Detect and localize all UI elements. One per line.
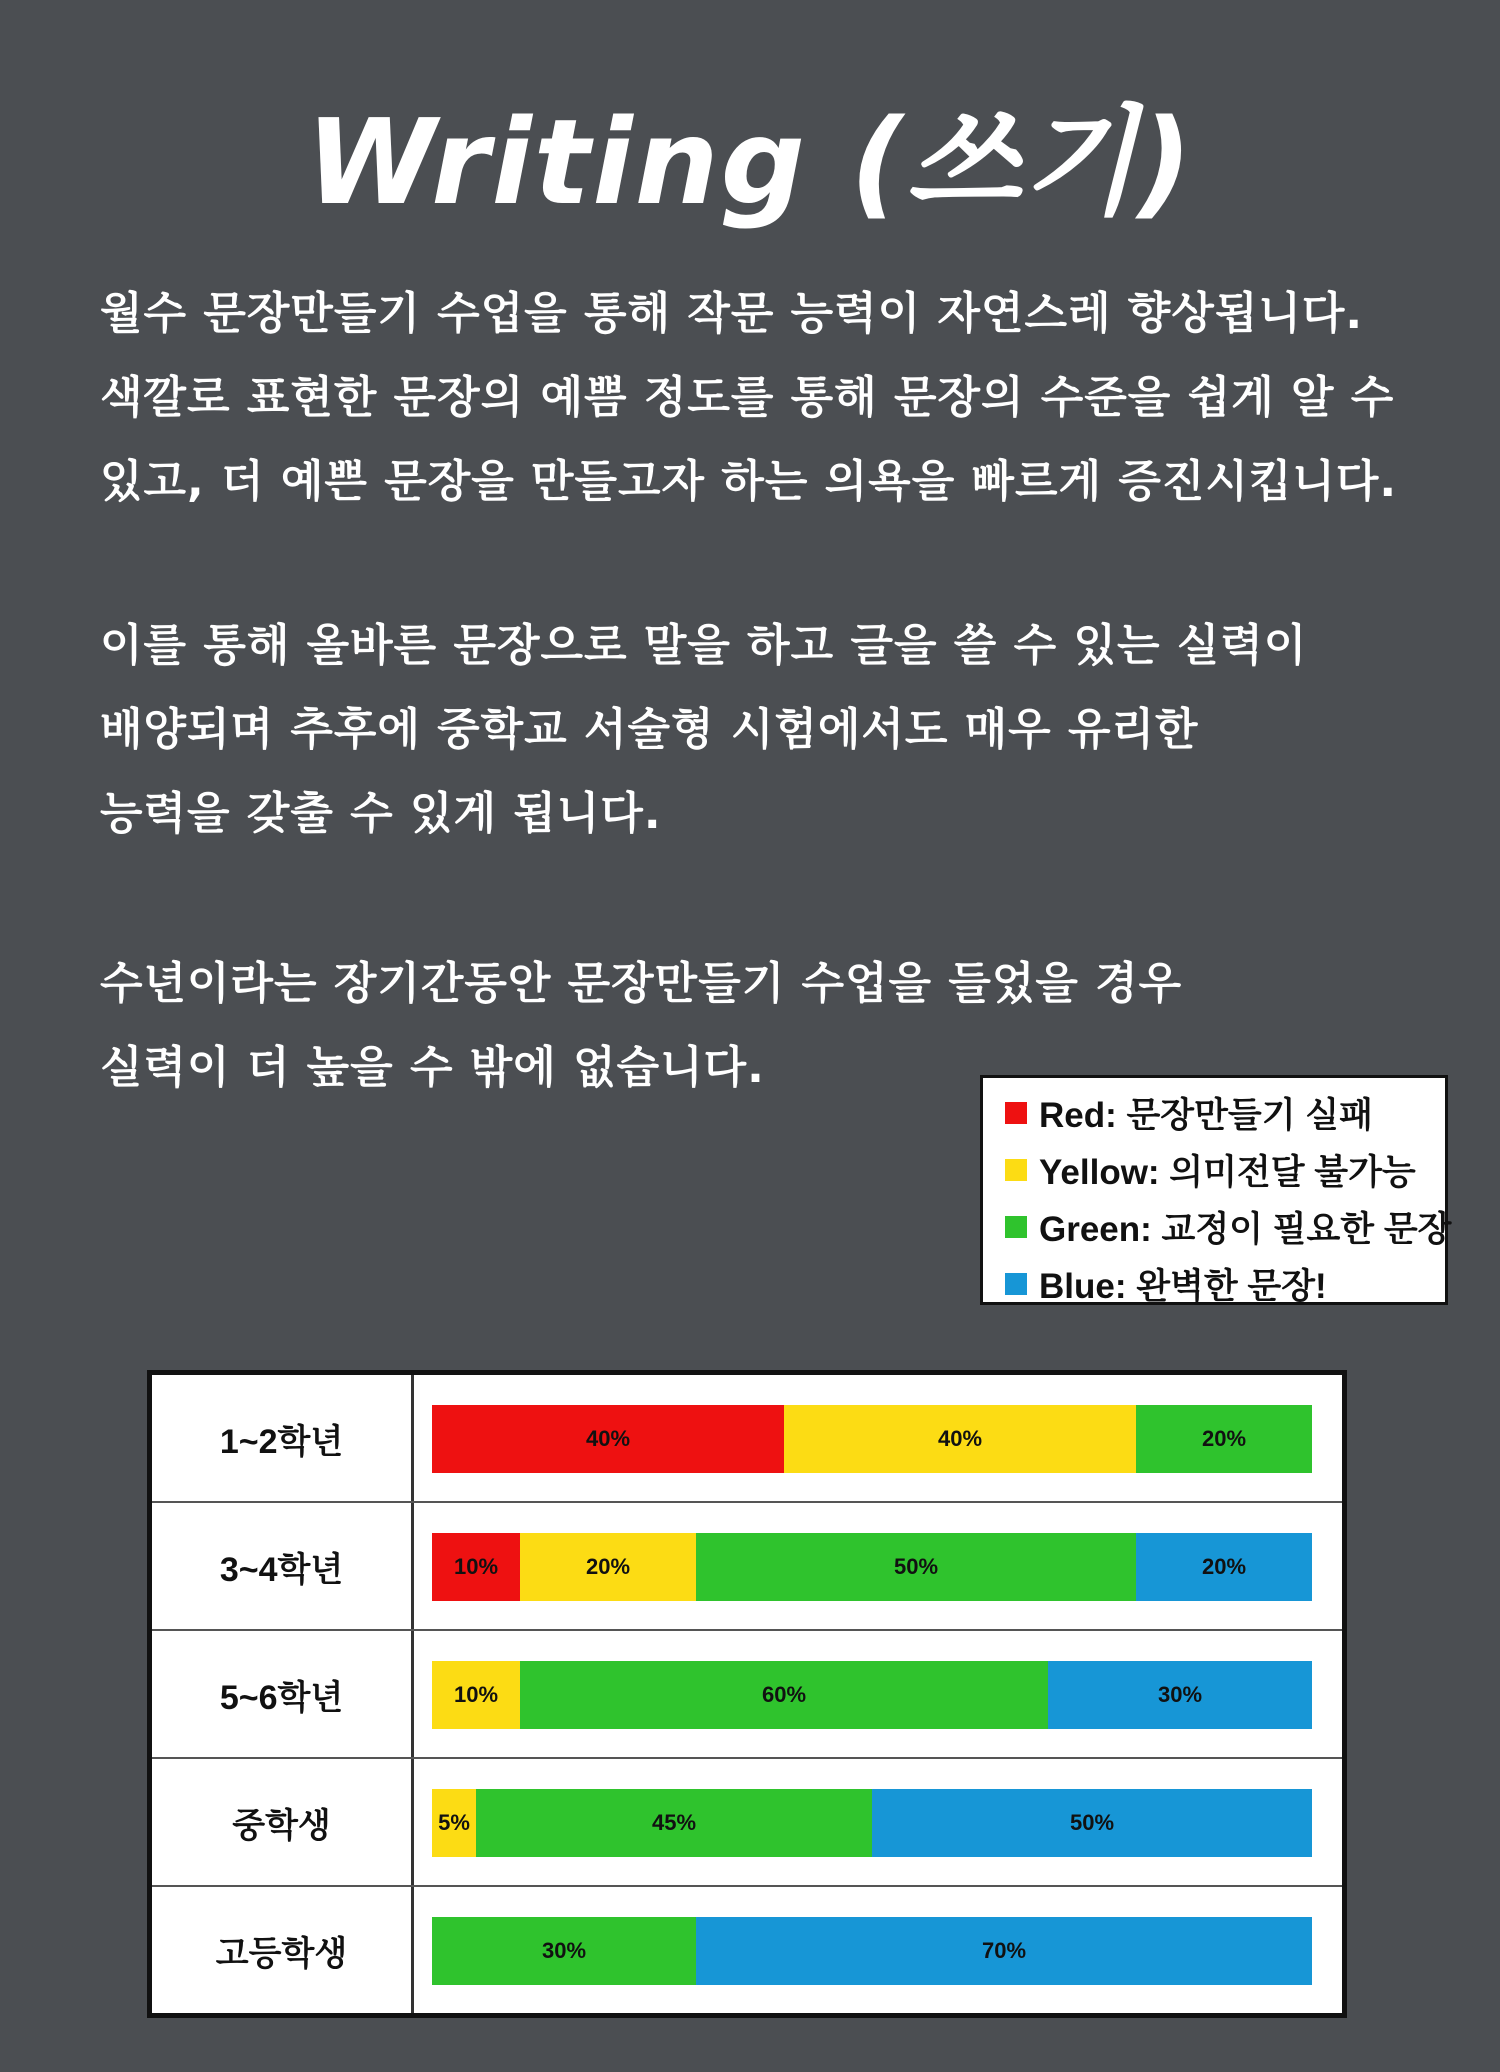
category-label: 1~2학년 [152,1375,414,1501]
paragraph-line: 월수 문장만들기 수업을 통해 작문 능력이 자연스레 향상됩니다. [100,288,1364,339]
chart-row [152,1631,1342,1759]
legend-swatch [1005,1273,1027,1295]
legend-label: Green: 교정이 필요한 문장 [1039,1209,1452,1249]
stacked-bar [432,1661,1312,1729]
data-label: 20% [585,1554,631,1579]
data-label: 20% [1201,1554,1247,1579]
chart-row [152,1375,1342,1503]
intro-paragraph [100,272,1440,524]
bar-segment [1136,1533,1312,1601]
category-label: 중학생 [152,1759,414,1885]
legend-item [1005,1198,1452,1255]
bar-segment [696,1917,1312,1985]
stacked-bar [432,1789,1312,1857]
paragraph-line: 색깔로 표현한 문장의 예쁨 정도를 통해 문장의 수준을 쉽게 알 수 [100,372,1395,423]
bar-segment [1048,1661,1312,1729]
data-label: 45% [651,1810,697,1835]
paragraph-line: 있고, 더 예쁜 문장을 만들고자 하는 의욕을 빠르게 증진시킵니다. [100,456,1398,507]
legend-item [1005,1255,1445,1312]
data-label: 20% [1201,1426,1247,1451]
data-label: 40% [937,1426,983,1451]
category-label: 5~6학년 [152,1631,414,1757]
bar-segment [432,1917,696,1985]
stacked-bar [432,1405,1312,1473]
paragraph-line: 이를 통해 올바른 문장으로 말을 하고 글을 쓸 수 있는 실력이 [100,620,1308,671]
chart-row [152,1759,1342,1887]
category-label: 고등학생 [152,1887,414,2013]
legend-label: Red: 문장만들기 실패 [1039,1095,1373,1135]
legend-item [1005,1141,1445,1198]
category-label: 3~4학년 [152,1503,414,1629]
data-label: 10% [453,1682,499,1707]
bar-segment [520,1661,1048,1729]
legend-label: Yellow: 의미전달 불가능 [1039,1152,1416,1192]
data-label: 10% [453,1554,499,1579]
bar-segment [432,1405,784,1473]
paragraph-line: 실력이 더 높을 수 밖에 없습니다. [100,1042,765,1093]
data-label: 50% [1069,1810,1115,1835]
page-title: Writing (쓰기) [305,93,1195,231]
data-label: 50% [893,1554,939,1579]
bar-segment [520,1533,696,1601]
chart-legend [980,1075,1452,1306]
stacked-bar-chart [147,1370,1347,2018]
data-label: 30% [1157,1682,1203,1707]
data-label: 40% [585,1426,631,1451]
data-label: 5% [438,1810,470,1835]
stacked-bar [432,1917,1312,1985]
paragraph-line: 능력을 갖출 수 있게 됩니다. [100,788,662,839]
paragraph-line: 수년이라는 장기간동안 문장만들기 수업을 들었을 경우 [100,958,1183,1009]
legend-swatch [1005,1102,1027,1124]
legend-label: Blue: 완벽한 문장! [1039,1266,1327,1306]
bar-segment [872,1789,1312,1857]
paragraph-line: 배양되며 추후에 중학교 서술형 시험에서도 매우 유리한 [100,704,1199,755]
chart-row [152,1887,1342,2015]
legend-swatch [1005,1159,1027,1181]
data-label: 70% [981,1938,1027,1963]
bar-segment [432,1789,476,1857]
chart-row [152,1503,1342,1631]
bar-segment [476,1789,872,1857]
data-label: 30% [541,1938,587,1963]
bar-segment [696,1533,1136,1601]
bar-segment [432,1533,520,1601]
bar-segment [1136,1405,1312,1473]
bar-segment [432,1661,520,1729]
legend-swatch [1005,1216,1027,1238]
bar-segment [784,1405,1136,1473]
stacked-bar [432,1533,1312,1601]
legend-item [1005,1084,1445,1141]
benefit-paragraph [100,604,1440,856]
data-label: 60% [761,1682,807,1707]
